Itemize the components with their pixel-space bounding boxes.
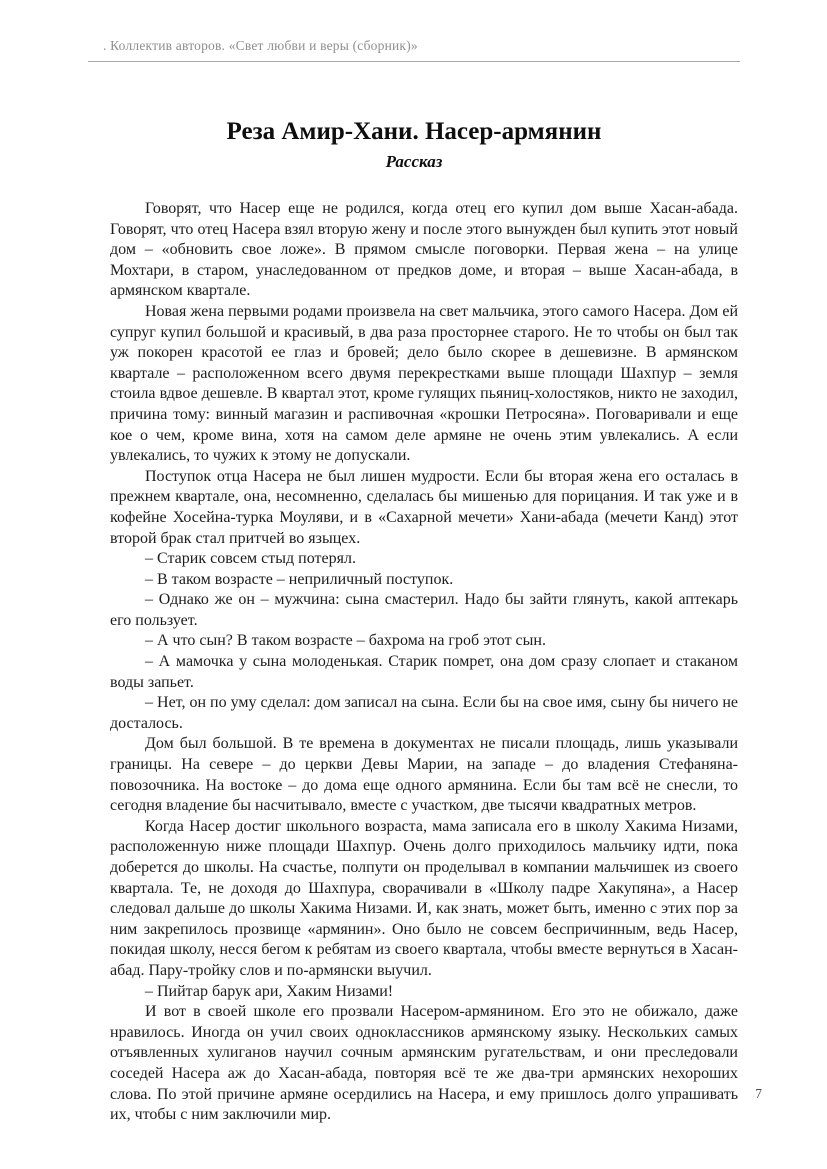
story-paragraph: Новая жена первыми родами произвела на свет мальчика, этого самого Насера. Дом ей супруг купил большой и красивый, в два раза просторнее старого. Не то чтобы он был так уж покорен красотой ее глаз и бровей; дело было скорее в дешевизне. В армянском квартале – расположенном всего двумя перекрестками выше площади Шахпур – земля стоила вдвое дешевле. В квартал этот, кроме гулящих пьяниц-холостяков, никто не заходил, причина тому: винный магазин и распивочная «крошки Петросяна». Поговаривали и еще кое о чем, кроме вина, хотя на самом деле армяне не очень этим увлекались. А если увлекались, то чужих к этому не допускали.	[110, 302, 738, 465]
story-paragraph: – Однако же он – мужчина: сына смастерил. Надо бы зайти глянуть, какой аптекарь его пользует.	[110, 591, 738, 629]
story-paragraph: Когда Насер достиг школьного возраста, мама записала его в школу Хакима Низами, расположенную ниже площади Шахпур. Очень долго приходилось мальчику идти, пока доберется до школы. На счастье, полпути он проделывал в компании мальчишек из своего квартала. Те, не доходя до Шахпура, сворачивали в «Школу падре Хакупяна», а Насер следовал дальше до школы Хакима Низами. И, как знать, может быть, именно с этих пор за ним закрепилось прозвище «армянин». Оно было не совсем беспричинным, ведь Насер, покидая школу, несся бегом к ребятам из своего квартала, чтобы вместе вернуться в Хасан-абад. Пару-тройку слов и по-армянски выучил.	[110, 817, 738, 979]
header-rule-divider	[88, 61, 740, 62]
story-subtitle: Рассказ	[385, 152, 443, 171]
page-number: 7	[755, 1086, 762, 1101]
story-paragraph: И вот в своей школе его прозвали Насером-армянином. Его это не обижало, даже нравилось. Иногда он учил своих одноклассников армянскому языку. Нескольких самых отъявленных хулиганов научил сочным армянским ругательствам, и они преследовали соседей Насера аж до Хасан-абада, повторяя всё те же два-три армянских нехороших слова. По этой причине армяне осердились на Насера, и ему пришлось долго упрашивать их, чтобы с ним заключили мир.	[110, 1003, 738, 1124]
story-paragraph: Дом был большой. В те времена в документах не писали площадь, лишь указывали границы. На севере – до церкви Девы Марии, на западе – до владения Стефаняна-повозочника. На востоке – до дома еще одного армянина. Если бы там всё не снесли, то сегодня владение бы насчитывало, вместе с участком, две тысячи квадратных метров.	[110, 735, 738, 815]
story-title: Реза Амир-Хани. Насер-армянин	[226, 118, 602, 145]
story-paragraph: – Старик совсем стыд потерял.	[145, 550, 356, 568]
story-body	[110, 199, 738, 1126]
story-paragraph: – А что сын? В таком возрасте – бахрома на гроб этот сын.	[145, 632, 546, 650]
running-header: . Коллектив авторов. «Свет любви и веры (сборник)»	[103, 38, 418, 53]
story-paragraph: – А мамочка у сына молоденькая. Старик помрет, она дом сразу слопает и стаканом воды запьет.	[110, 653, 738, 691]
story-paragraph: – Пийтар барук ари, Хаким Низами!	[145, 982, 394, 1000]
story-paragraph: – Нет, он по уму сделал: дом записал на сына. Если бы на свое имя, сыну бы ничего не досталось.	[110, 694, 738, 732]
story-paragraph: Говорят, что Насер еще не родился, когда отец его купил дом выше Хасан-абада. Говорят, что отец Насера взял вторую жену и после этого вынужден был купить этот новый дом – «обновить свое ложе». В прямом смысле поговорки. Первая жена – на улице Мохтари, в старом, унаследованном от предков доме, и вторая – выше Хасан-абада, в армянском квартале.	[110, 200, 738, 300]
story-paragraph: – В таком возрасте – неприличный поступок.	[145, 570, 454, 588]
story-paragraph: Поступок отца Насера не был лишен мудрости. Если бы вторая жена его осталась в прежнем квартале, она, несомненно, сделалась бы мишенью для порицания. И так уже и в кофейне Хосейна-турка Моуляви, и в «Сахарной мечети» Хани-абада (мечети Канд) этот второй брак стал притчей во языцех.	[110, 467, 738, 547]
